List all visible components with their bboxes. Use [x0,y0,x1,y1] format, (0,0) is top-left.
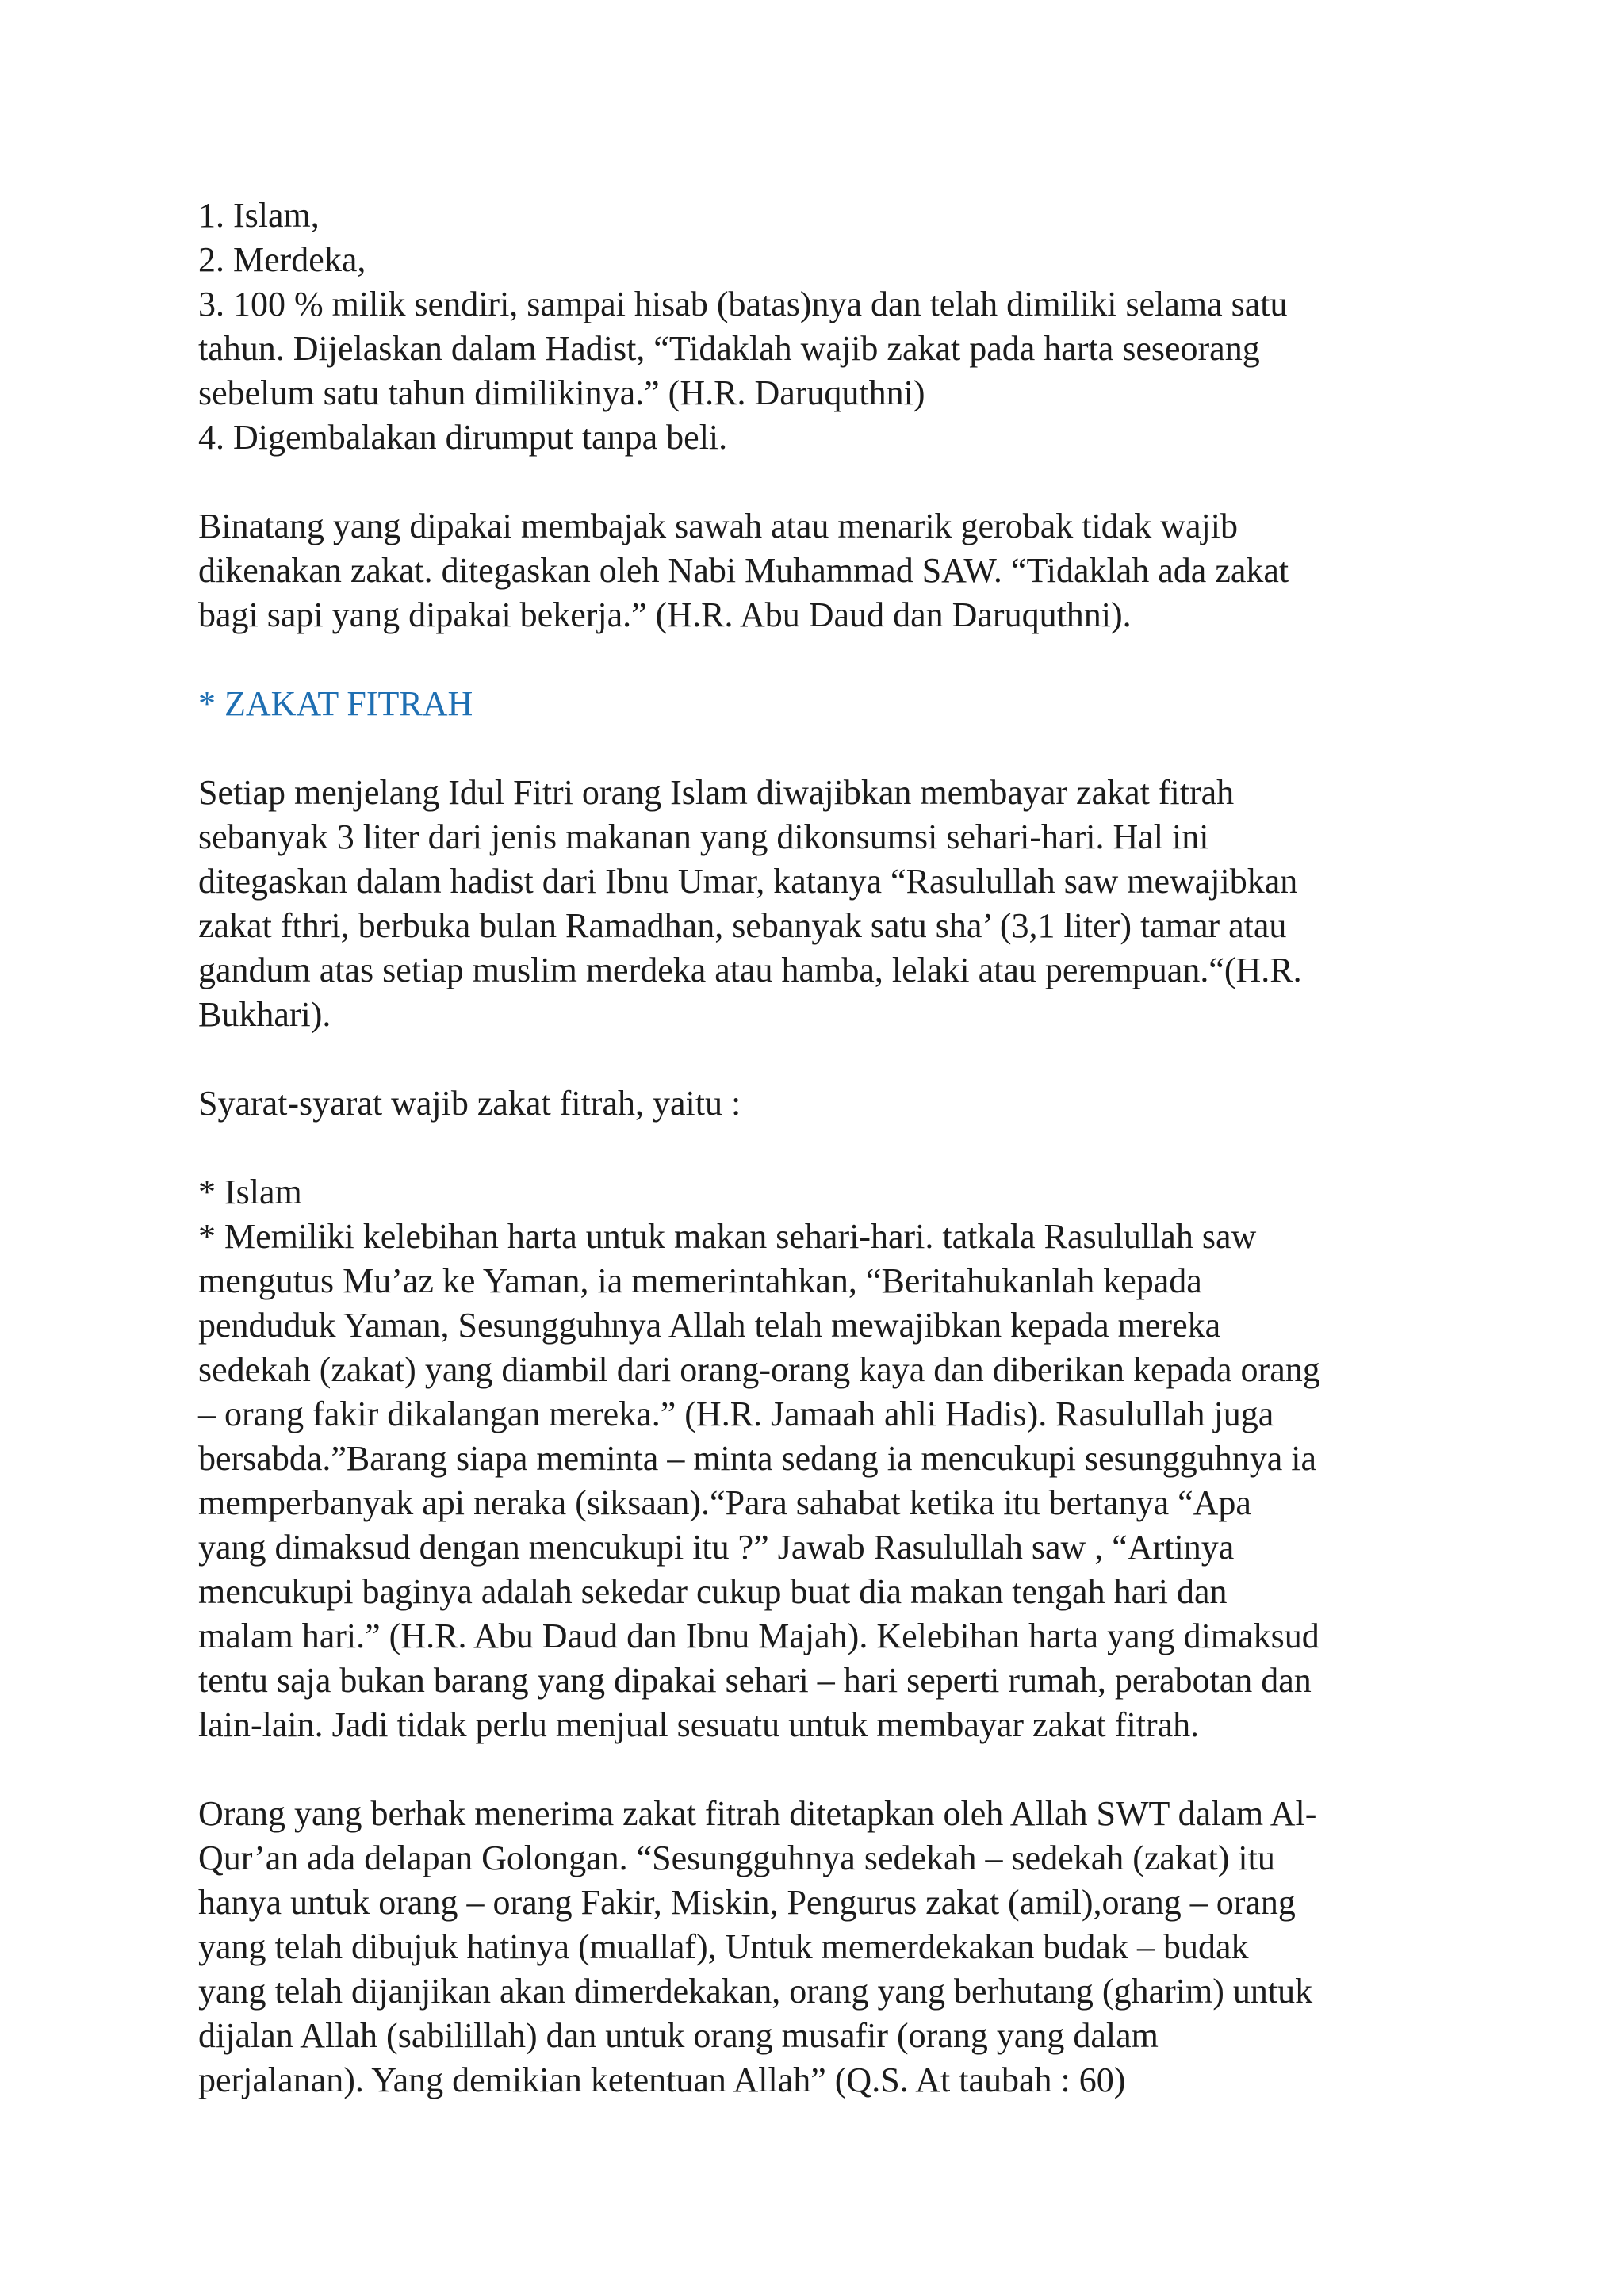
text-line: Setiap menjelang Idul Fitri orang Islam diwajibkan membayar zakat fitrah [198,773,1235,812]
text-line: gandum atas setiap muslim merdeka atau hamba, lelaki atau perempuan.“(H.R. [198,951,1302,989]
text-line: yang telah dijanjikan akan dimerdekakan, orang yang berhutang (gharim) untuk [198,1972,1313,2011]
text-line: 1. Islam, [198,196,320,235]
paragraph-gap [198,1126,1443,1170]
text-line: zakat fthri, berbuka bulan Ramadhan, sebanyak satu sha’ (3,1 liter) tamar atau [198,906,1287,945]
text-line: dikenakan zakat. ditegaskan oleh Nabi Muhammad SAW. “Tidaklah ada zakat [198,551,1289,590]
text-line: lain-lain. Jadi tidak perlu menjual sesuatu untuk membayar zakat fitrah. [198,1705,1200,1744]
text-line: 2. Merdeka, [198,240,366,279]
text-line: * Memiliki kelebihan harta untuk makan sehari-hari. tatkala Rasulullah saw [198,1217,1257,1256]
paragraph-gap [198,637,1443,682]
text-line: * Islam [198,1173,302,1211]
paragraph-gap [198,726,1443,771]
syarat-list [198,1170,1443,1747]
text-line: mencukupi baginya adalah sekedar cukup buat dia makan tengah hari dan [198,1572,1228,1611]
list-item [198,282,1443,415]
paragraph-animals [198,504,1443,637]
conditions-list [198,193,1443,460]
text-line: mengutus Mu’az ke Yaman, ia memerintahkan, “Beritahukanlah kepada [198,1261,1202,1300]
text-line: Syarat-syarat wajib zakat fitrah, yaitu : [198,1084,741,1123]
text-line: 4. Digembalakan dirumput tanpa beli. [198,418,728,457]
list-item [198,1215,1443,1747]
text-line: yang dimaksud dengan mencukupi itu ?” Jawab Rasulullah saw , “Artinya [198,1528,1235,1567]
text-line: ditegaskan dalam hadist dari Ibnu Umar, katanya “Rasulullah saw mewajibkan [198,862,1298,901]
section-heading [198,682,1443,726]
heading-text: * ZAKAT FITRAH [198,684,473,723]
text-line: malam hari.” (H.R. Abu Daud dan Ibnu Majah). Kelebihan harta yang dimaksud [198,1617,1320,1655]
text-line: sebelum satu tahun dimilikinya.” (H.R. Daruquthni) [198,373,925,412]
text-line: Binatang yang dipakai membajak sawah atau menarik gerobak tidak wajib [198,507,1238,545]
text-line: tahun. Dijelaskan dalam Hadist, “Tidaklah wajib zakat pada harta seseorang [198,329,1260,368]
list-item [198,193,1443,238]
list-item [198,1170,1443,1215]
text-line: bagi sapi yang dipakai bekerja.” (H.R. Abu Daud dan Daruquthni). [198,595,1132,634]
paragraph-gap [198,1747,1443,1792]
paragraph-gap [198,1037,1443,1081]
text-line: tentu saja bukan barang yang dipakai sehari – hari seperti rumah, perabotan dan [198,1661,1312,1700]
text-line: 3. 100 % milik sendiri, sampai hisab (batas)nya dan telah dimiliki selama satu [198,285,1288,323]
text-line: sedekah (zakat) yang diambil dari orang-orang kaya dan diberikan kepada orang [198,1350,1320,1389]
paragraph-recipients [198,1792,1443,2103]
text-line: sebanyak 3 liter dari jenis makanan yang dikonsumsi sehari-hari. Hal ini [198,817,1209,856]
text-line: memperbanyak api neraka (siksaan).“Para sahabat ketika itu bertanya “Apa [198,1483,1251,1522]
text-line: Orang yang berhak menerima zakat fitrah ditetapkan oleh Allah SWT dalam Al- [198,1794,1317,1833]
paragraph-gap [198,460,1443,504]
text-line: – orang fakir dikalangan mereka.” (H.R. Jamaah ahli Hadis). Rasulullah juga [198,1395,1274,1433]
text-line: penduduk Yaman, Sesungguhnya Allah telah mewajibkan kepada mereka [198,1306,1221,1345]
text-line: Bukhari). [198,995,331,1034]
text-line: yang telah dibujuk hatinya (muallaf), Untuk memerdekakan budak – budak [198,1927,1249,1966]
document-body [198,193,1443,2103]
text-line: bersabda.”Barang siapa meminta – minta sedang ia mencukupi sesungguhnya ia [198,1439,1317,1478]
text-line: perjalanan). Yang demikian ketentuan Allah” (Q.S. At taubah : 60) [198,2061,1126,2099]
list-item [198,415,1443,460]
paragraph-fitrah [198,771,1443,1037]
syarat-intro [198,1081,1443,1126]
text-line: dijalan Allah (sabilillah) dan untuk orang musafir (orang yang dalam [198,2016,1159,2055]
text-line: hanya untuk orang – orang Fakir, Miskin, Pengurus zakat (amil),orang – orang [198,1883,1296,1922]
text-line: Qur’an ada delapan Golongan. “Sesungguhnya sedekah – sedekah (zakat) itu [198,1839,1275,1877]
list-item [198,238,1443,282]
